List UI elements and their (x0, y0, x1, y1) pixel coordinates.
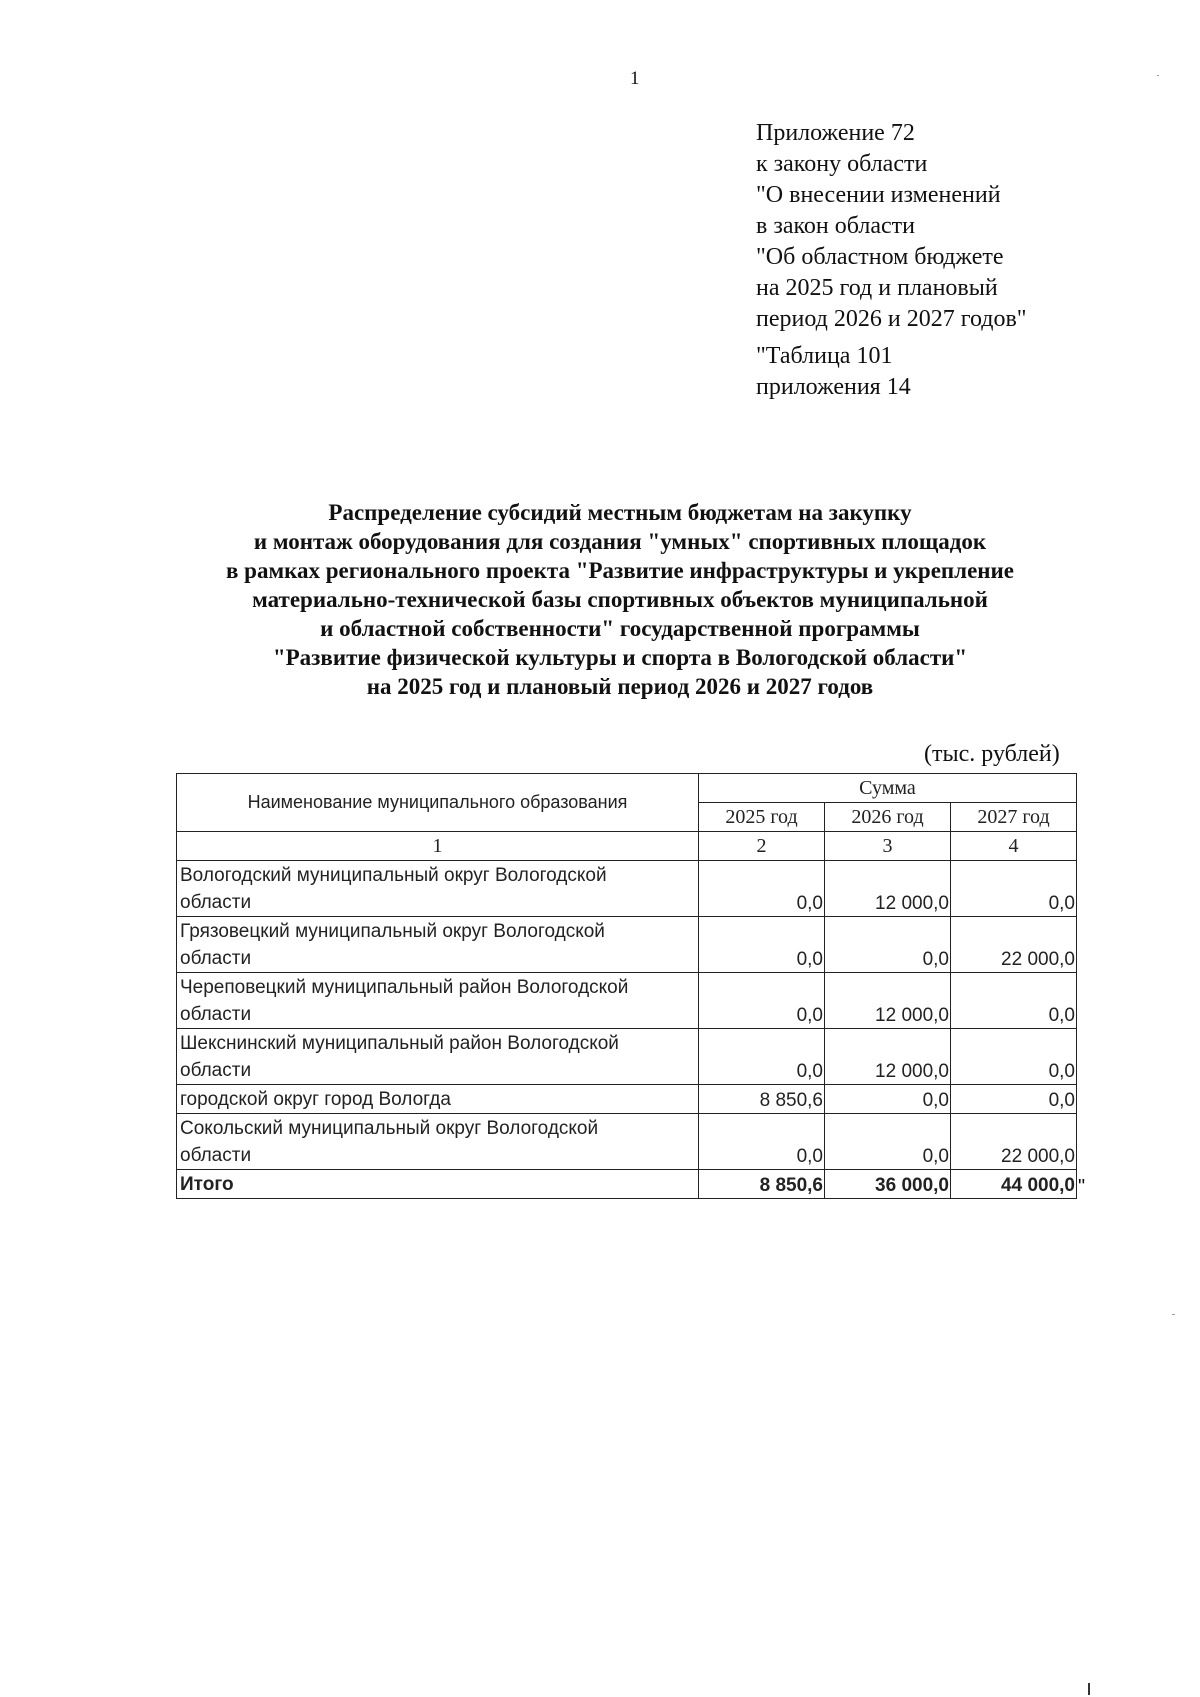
amount-2025: 0,0 (699, 1029, 825, 1085)
title-line: и областной собственности" государственной программы (320, 616, 920, 641)
municipality-name (177, 1029, 699, 1085)
closing-quote: " (1078, 1176, 1086, 1198)
appendix-line: период 2026 и 2027 годов" (756, 306, 1027, 332)
table-row (177, 1114, 1077, 1170)
total-label: Итого (177, 1170, 699, 1199)
municipality-name-line: области (180, 892, 252, 913)
total-2026: 36 000,0 (825, 1170, 951, 1199)
municipality-name-line: Шекснинский муниципальный район Вологодской (180, 1033, 619, 1054)
header-municipality: Наименование муниципального образования (177, 774, 699, 832)
table-row (177, 917, 1077, 973)
amount-2026: 12 000,0 (825, 973, 951, 1029)
scan-speck (1088, 1683, 1090, 1695)
column-number: 2 (699, 832, 825, 861)
table-reference-line: "Таблица 101 (756, 343, 893, 369)
appendix-line: Приложение 72 (756, 120, 915, 146)
table-row (177, 973, 1077, 1029)
municipality-name (177, 973, 699, 1029)
amount-2025: 0,0 (699, 917, 825, 973)
subsidy-table (176, 773, 1077, 1199)
municipality-name-line: области (180, 948, 252, 969)
municipality-name-line: области (180, 1145, 252, 1166)
table-reference-line: приложения 14 (756, 374, 911, 400)
scan-speck (1157, 75, 1159, 76)
amount-2027: 22 000,0 (951, 1114, 1077, 1170)
table-row (177, 1029, 1077, 1085)
appendix-line: в закон области (756, 213, 915, 239)
title-line: в рамках регионального проекта "Развитие инфраструктуры и укрепление (225, 558, 1014, 583)
amount-2025: 0,0 (699, 861, 825, 917)
appendix-line: "Об областном бюджете (756, 244, 1004, 270)
municipality-name-line: области (180, 1004, 252, 1025)
table-row (177, 1085, 1077, 1114)
amount-2027: 0,0 (951, 861, 1077, 917)
header-year-2025: 2025 год (699, 803, 825, 832)
appendix-header (756, 118, 1027, 403)
page-number: 1 (630, 68, 640, 89)
title-line: Распределение субсидий местным бюджетам на закупку (328, 500, 912, 525)
total-2025: 8 850,6 (699, 1170, 825, 1199)
municipality-name-line: области (180, 1060, 252, 1081)
header-sum: Сумма (699, 774, 1077, 803)
municipality-name: городской округ город Вологда (177, 1085, 699, 1114)
appendix-line: к закону области (756, 151, 928, 177)
total-row (177, 1170, 1077, 1199)
amount-2026: 12 000,0 (825, 1029, 951, 1085)
municipality-name-line: Грязовецкий муниципальный округ Вологодской (180, 921, 605, 942)
amount-2025: 0,0 (699, 1114, 825, 1170)
amount-2026: 0,0 (825, 1114, 951, 1170)
amount-2026: 0,0 (825, 1085, 951, 1114)
amount-2027: 0,0 (951, 1029, 1077, 1085)
amount-2026: 12 000,0 (825, 861, 951, 917)
municipality-name-line: Сокольский муниципальный округ Вологодской (180, 1118, 599, 1139)
scan-speck (1172, 1314, 1175, 1315)
amount-2027: 22 000,0 (951, 917, 1077, 973)
municipality-name (177, 917, 699, 973)
units-label: (тыс. рублей) (924, 741, 1060, 767)
amount-2026: 0,0 (825, 917, 951, 973)
municipality-name-line: Вологодский муниципальный округ Вологодской (180, 865, 607, 886)
title-line: и монтаж оборудования для создания "умных" спортивных площадок (253, 529, 987, 554)
amount-2025: 8 850,6 (699, 1085, 825, 1114)
municipality-name (177, 861, 699, 917)
table-row (177, 861, 1077, 917)
municipality-name-line: Череповецкий муниципальный район Вологодской (180, 977, 629, 998)
total-2027: 44 000,0 (951, 1170, 1077, 1199)
amount-2025: 0,0 (699, 973, 825, 1029)
amount-2027: 0,0 (951, 973, 1077, 1029)
amount-2027: 0,0 (951, 1085, 1077, 1114)
header-year-2027: 2027 год (951, 803, 1077, 832)
title-line: "Развитие физической культуры и спорта в Вологодской области" (272, 645, 968, 670)
appendix-line: "О внесении изменений (756, 182, 1001, 208)
title-line: на 2025 год и плановый период 2026 и 2027 годов (366, 674, 874, 699)
header-year-2026: 2026 год (825, 803, 951, 832)
document-title (150, 498, 1090, 701)
appendix-line: на 2025 год и плановый (756, 275, 998, 301)
municipality-name (177, 1114, 699, 1170)
column-number: 3 (825, 832, 951, 861)
column-number: 4 (951, 832, 1077, 861)
column-number: 1 (177, 832, 699, 861)
title-line: материально-технической базы спортивных объектов муниципальной (252, 587, 988, 612)
